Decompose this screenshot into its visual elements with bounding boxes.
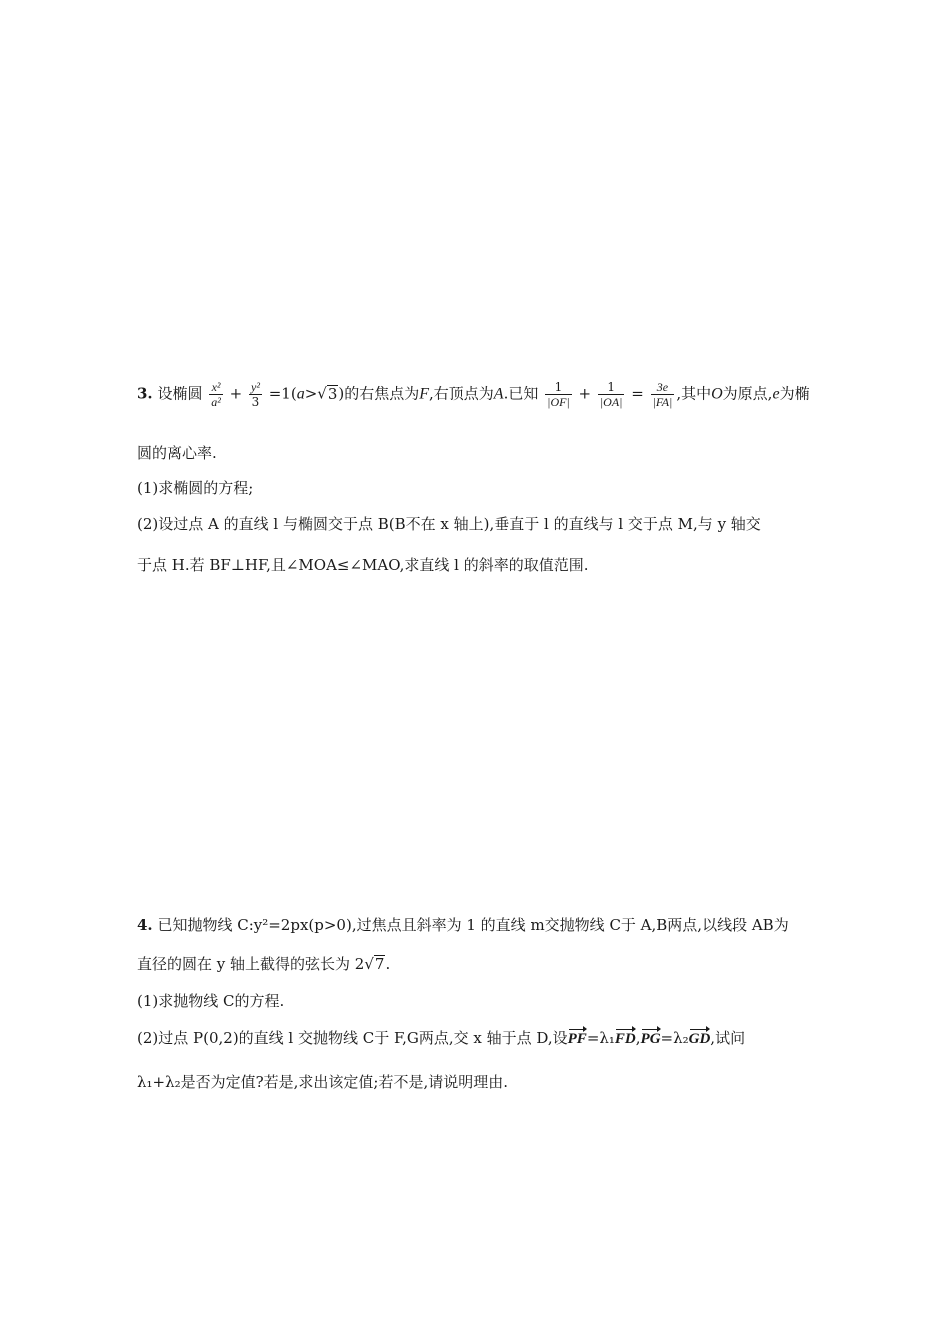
vector-GD: GD: [688, 1031, 711, 1047]
problem3-tail: 为椭: [779, 384, 810, 403]
vector-FD: FD: [614, 1031, 636, 1047]
problem4-line2: 直径的圆在 y 轴上截得的弦长为 2√7.: [137, 955, 391, 973]
equals-sign: =: [631, 384, 644, 403]
problem3-mid-text: ,右顶点为: [429, 384, 494, 403]
problem3-part1: (1)求椭圆的方程;: [137, 479, 254, 497]
fraction-y2-3: $\frac{\text{y²}}{3}$: [251, 380, 260, 409]
problem4-number: 4.: [137, 916, 153, 934]
problem3-part2-line1: (2)设过点 A 的直线 l 与椭圆交于点 B(B不在 x 轴上),垂直于 l 的直线与 l 交于点 M,与 y 轴交: [137, 515, 761, 533]
problem4-part2-post: ,试问: [710, 1029, 746, 1047]
problem4-line2-text: 直径的圆在 y 轴上截得的弦长为 2: [137, 955, 365, 973]
problem3-line1: 3. 设椭圆 $\frac{\text{x²}}{\text{a²}}$ + $\frac{\text{y²}}{3}$ =1(a>√3)的右焦点为F,右顶点为A.已知 $\frac{1}{|OF|}$ + $\frac{1}{|OA|}$ = $\frac{3e}{|FA|}$ ,其中O为原点,e为椭: [137, 380, 810, 409]
sqrt-3: 3: [327, 384, 338, 403]
problem3-close-text: )的右焦点为: [338, 384, 420, 403]
sqrt-7: 7: [374, 955, 385, 973]
problem4-last-line: λ₁+λ₂是否为定值?若是,求出该定值;若不是,请说明理由.: [137, 1073, 509, 1091]
equals-one: =1(: [268, 384, 297, 403]
problem3-line2: 圆的离心率.: [137, 444, 217, 462]
var-F: F: [419, 385, 430, 403]
var-A: A: [493, 385, 504, 403]
problem3-known: .已知: [503, 384, 539, 403]
problem4-part1: (1)求抛物线 C的方程.: [137, 992, 285, 1010]
problem3-where: ,其中: [676, 384, 712, 403]
var-e: e: [772, 385, 780, 403]
problem4-line1-text: 已知抛物线 C:y²=2px(p>0),过焦点且斜率为 1 的直线 m交抛物线 C于 A,B两点,以线段 AB为: [157, 916, 789, 934]
plus-sign: +: [229, 384, 243, 403]
fraction-1-OF: $\frac{1}{|OF|}$: [547, 380, 570, 409]
problem3-origin: 为原点,: [722, 384, 773, 403]
problem4-line1: [137, 915, 789, 935]
problem4-part2-pre: (2)过点 P(0,2)的直线 l 交抛物线 C于 F,G两点,交 x 轴于点 D,设: [137, 1029, 568, 1047]
vector-PG: PG: [640, 1031, 661, 1047]
problem4-part2: (2)过点 P(0,2)的直线 l 交抛物线 C于 F,G两点,交 x 轴于点 D,设PF=λ₁FD,PG=λ₂GD,试问: [137, 1029, 746, 1047]
fraction-1-OA: $\frac{1}{|OA|}$: [599, 380, 623, 409]
var-a: a: [296, 385, 305, 403]
problem3-intro: 设椭圆: [157, 384, 203, 403]
var-O: O: [711, 385, 723, 403]
fraction-3e-FA: $\frac{3e}{|FA|}$: [652, 380, 673, 409]
fraction-x2-a2: $\frac{\text{x²}}{\text{a²}}$: [211, 380, 221, 409]
problem3-number: 3.: [137, 384, 153, 403]
vector-PF: PF: [567, 1031, 587, 1047]
problem3-part2-line2: 于点 H.若 BF⊥HF,且∠MOA≤∠MAO,求直线 l 的斜率的取值范围.: [137, 556, 589, 574]
gt-sign: >: [304, 384, 318, 403]
